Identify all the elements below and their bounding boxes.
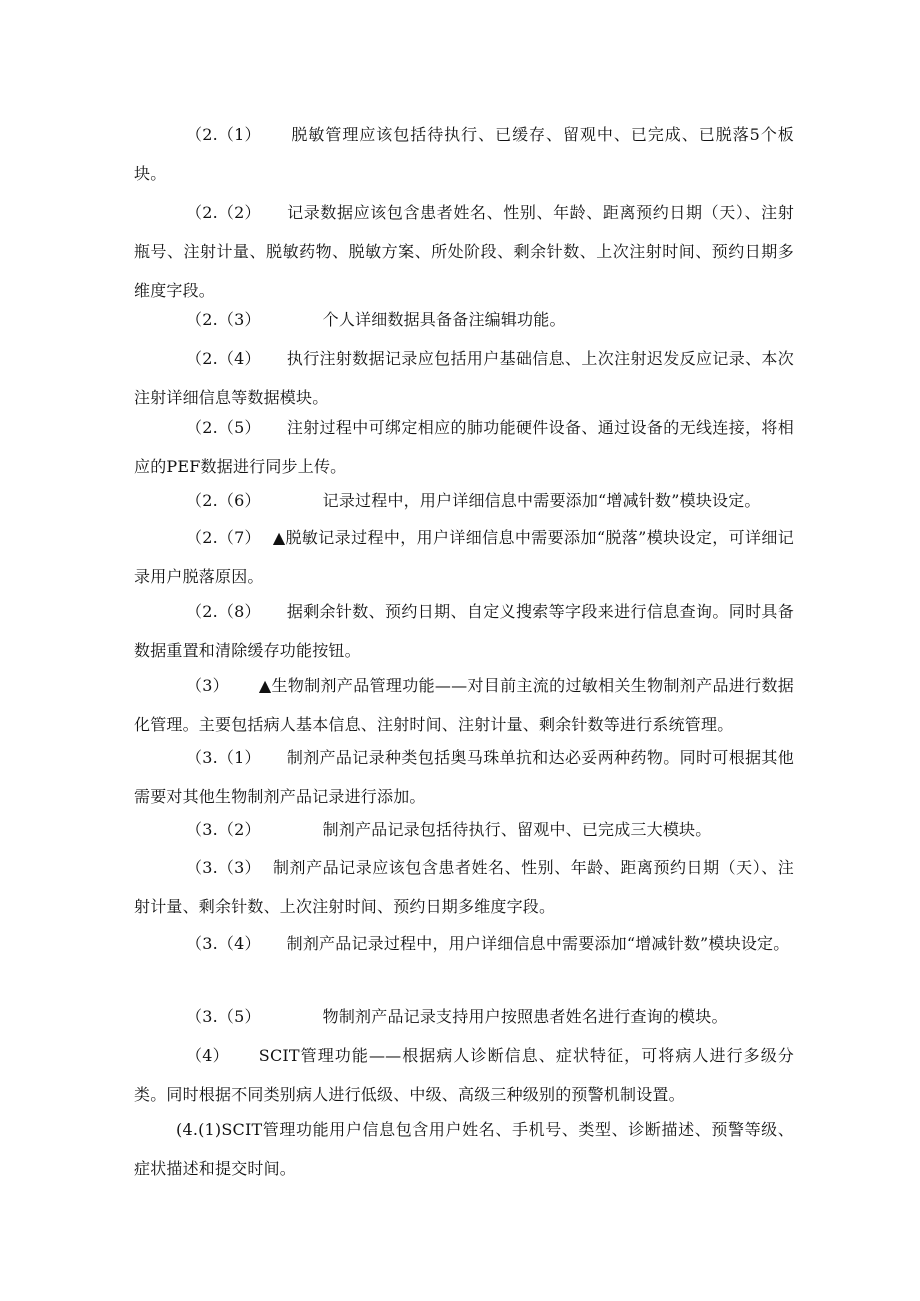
paragraph-text: 注射过程中可绑定相应的肺功能硬件设备、通过设备的无线连接，将相应的PEF数据进行同步上传。	[134, 418, 794, 476]
item-number: （3.（4）	[186, 934, 261, 953]
item-number: （3.（5）	[186, 1007, 261, 1026]
paragraph-text: 物制剂产品记录支持用户按照患者姓名进行查询的模块。	[322, 1007, 728, 1026]
item-number: (4.(1)	[176, 1120, 222, 1139]
paragraph-text: 记录数据应该包含患者姓名、性别、年龄、距离预约日期（天）、注射瓶号、注射计量、脱敏药物、脱敏方案、所处阶段、剩余针数、上次注射时间、预约日期多维度字段。	[134, 203, 794, 300]
paragraph-3-1	[134, 738, 794, 816]
paragraph-text: 个人详细数据具备备注编辑功能。	[322, 310, 566, 329]
paragraph-text: SCIT管理功能用户信息包含用户姓名、手机号、类型、诊断描述、预警等级、症状描述和提交时间。	[134, 1120, 794, 1178]
paragraph-text: 制剂产品记录过程中，用户详细信息中需要添加“增减针数”模块设定。	[286, 934, 790, 953]
paragraph-2-4	[134, 339, 794, 417]
paragraph-3	[134, 666, 794, 744]
item-number: （2.（2）	[186, 203, 261, 222]
paragraph-2-6	[134, 481, 794, 520]
item-number: （3.（2）	[186, 820, 261, 839]
paragraph-text: 记录过程中，用户详细信息中需要添加“增减针数”模块设定。	[322, 491, 761, 510]
paragraph-2-1	[134, 115, 794, 193]
paragraph-text: SCIT管理功能——根据病人诊断信息、症状特征，可将病人进行多级分类。同时根据不同类别病人进行低级、中级、高级三种级别的预警机制设置。	[134, 1046, 794, 1104]
item-number: （2.（7）	[186, 528, 261, 547]
paragraph-2-8	[134, 592, 794, 670]
paragraph-text: 据剩余针数、预约日期、自定义搜索等字段来进行信息查询。同时具备数据重置和清除缓存功能按钮。	[134, 602, 794, 660]
paragraph-text: 制剂产品记录应该包含患者姓名、性别、年龄、距离预约日期（天）、注射计量、剩余针数、上次注射时间、预约日期多维度字段。	[134, 858, 794, 916]
paragraph-text: 制剂产品记录包括待执行、留观中、已完成三大模块。	[322, 820, 712, 839]
item-number: （2.（5）	[186, 418, 261, 437]
item-number: （3）	[186, 676, 229, 695]
paragraph-text: 脱敏管理应该包括待执行、已缓存、留观中、已完成、已脱落5个板块。	[134, 125, 794, 183]
item-number: （2.（6）	[186, 491, 261, 510]
paragraph-2-5	[134, 408, 794, 486]
paragraph-3-3	[134, 848, 794, 926]
item-number: （2.（8）	[186, 602, 261, 621]
paragraph-3-5	[134, 997, 794, 1036]
paragraph-2-7	[134, 518, 794, 596]
paragraph-text: 执行注射数据记录应包括用户基础信息、上次注射迟发反应记录、本次注射详细信息等数据模块。	[134, 349, 794, 407]
item-number: （2.（1）	[186, 125, 261, 144]
item-number: （3.（1）	[186, 748, 261, 767]
paragraph-2-2	[134, 193, 794, 310]
paragraph-4-1	[134, 1110, 794, 1188]
paragraph-text: 制剂产品记录种类包括奥马珠单抗和达必妥两种药物。同时可根据其他需要对其他生物制剂产品记录进行添加。	[134, 748, 794, 806]
paragraph-text: ▲脱敏记录过程中，用户详细信息中需要添加“脱落”模块设定，可详细记录用户脱落原因。	[134, 528, 794, 586]
item-number: （2.（3）	[186, 310, 261, 329]
paragraph-2-3	[134, 300, 794, 339]
paragraph-3-4	[134, 924, 794, 963]
paragraph-3-2	[134, 810, 794, 849]
item-number: （2.（4）	[186, 349, 261, 368]
item-number: （4）	[186, 1046, 229, 1065]
paragraph-4	[134, 1036, 794, 1114]
paragraph-text: ▲生物制剂产品管理功能——对目前主流的过敏相关生物制剂产品进行数据化管理。主要包括病人基本信息、注射时间、注射计量、剩余针数等进行系统管理。	[134, 676, 794, 734]
item-number: （3.（3）	[186, 858, 261, 877]
